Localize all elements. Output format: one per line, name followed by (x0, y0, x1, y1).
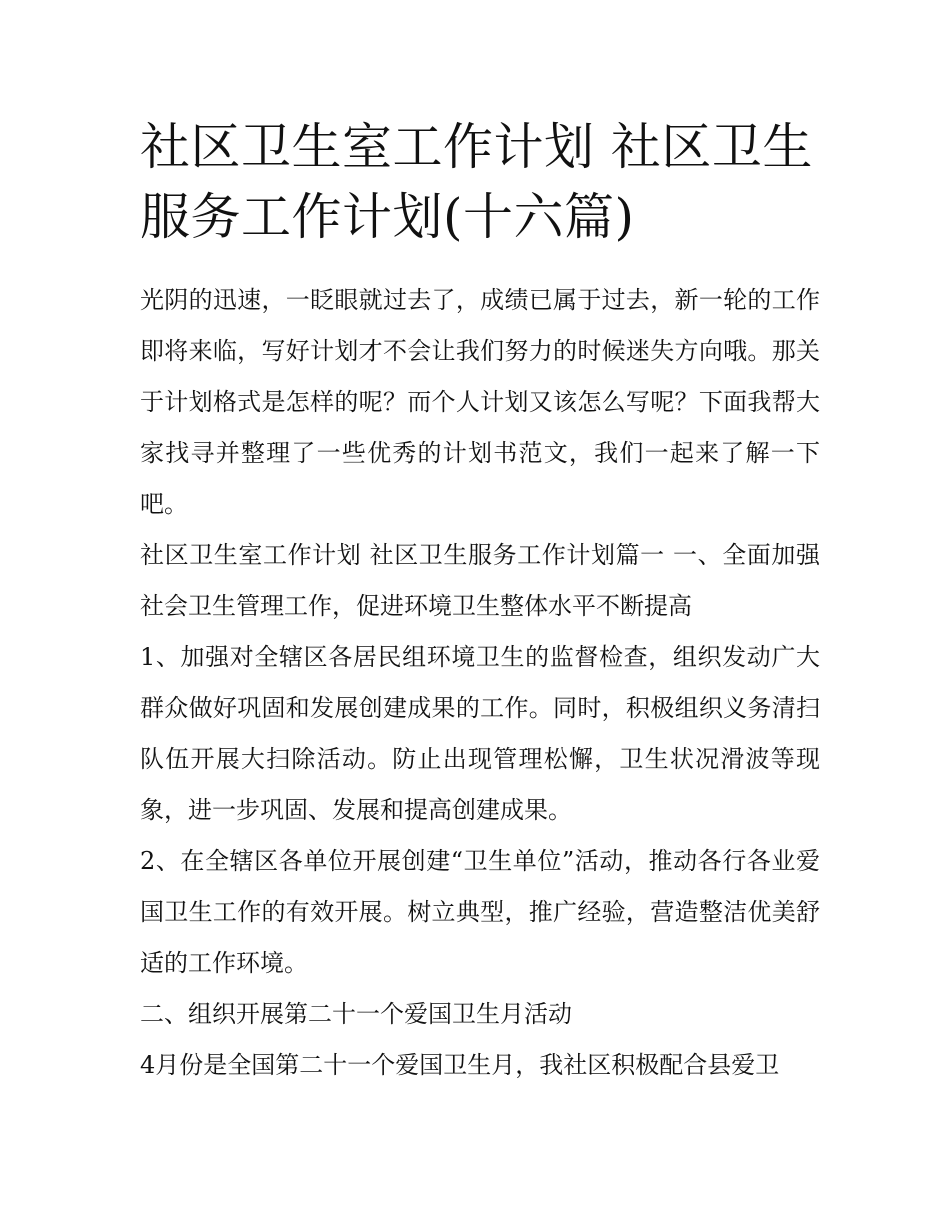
paragraph-section-2-text: 4月份是全国第二十一个爱国卫生月，我社区积极配合县爱卫 (140, 1051, 780, 1079)
paragraph-intro: 光阴的迅速，一眨眼就过去了，成绩已属于过去，新一轮的工作即将来临，写好计划才不会让我们努力的时候迷失方向哦。那关于计划格式是怎样的呢？而个人计划又该怎么写呢？下面我帮大家找寻并整理了一些优秀的计划书范文，我们一起来了解一下吧。 (140, 286, 820, 518)
paragraph-item-1: 1、加强对全辖区各居民组环境卫生的监督检查，组织发动广大群众做好巩固和发展创建成果的工作。同时，积极组织义务清扫队伍开展大扫除活动。防止出现管理松懈，卫生状况滑波等现象，进一步巩固、发展和提高创建成果。 (140, 643, 820, 824)
document-paragraphs (140, 275, 820, 1091)
document-title: 社区卫生室工作计划 社区卫生服务工作计划(十六篇) (140, 118, 813, 246)
paragraph-item-2: 2、在全辖区各单位开展创建“卫生单位”活动，推动各行各业爱国卫生工作的有效开展。树立典型，推广经验，营造整洁优美舒适的工作环境。 (140, 847, 820, 977)
paragraph-section-2-heading: 二、组织开展第二十一个爱国卫生月活动 (140, 1000, 572, 1028)
paragraph-section-heading: 社区卫生室工作计划 社区卫生服务工作计划篇一 一、全面加强社会卫生管理工作，促进环境卫生整体水平不断提高 (140, 541, 820, 620)
document-body (140, 112, 820, 1091)
